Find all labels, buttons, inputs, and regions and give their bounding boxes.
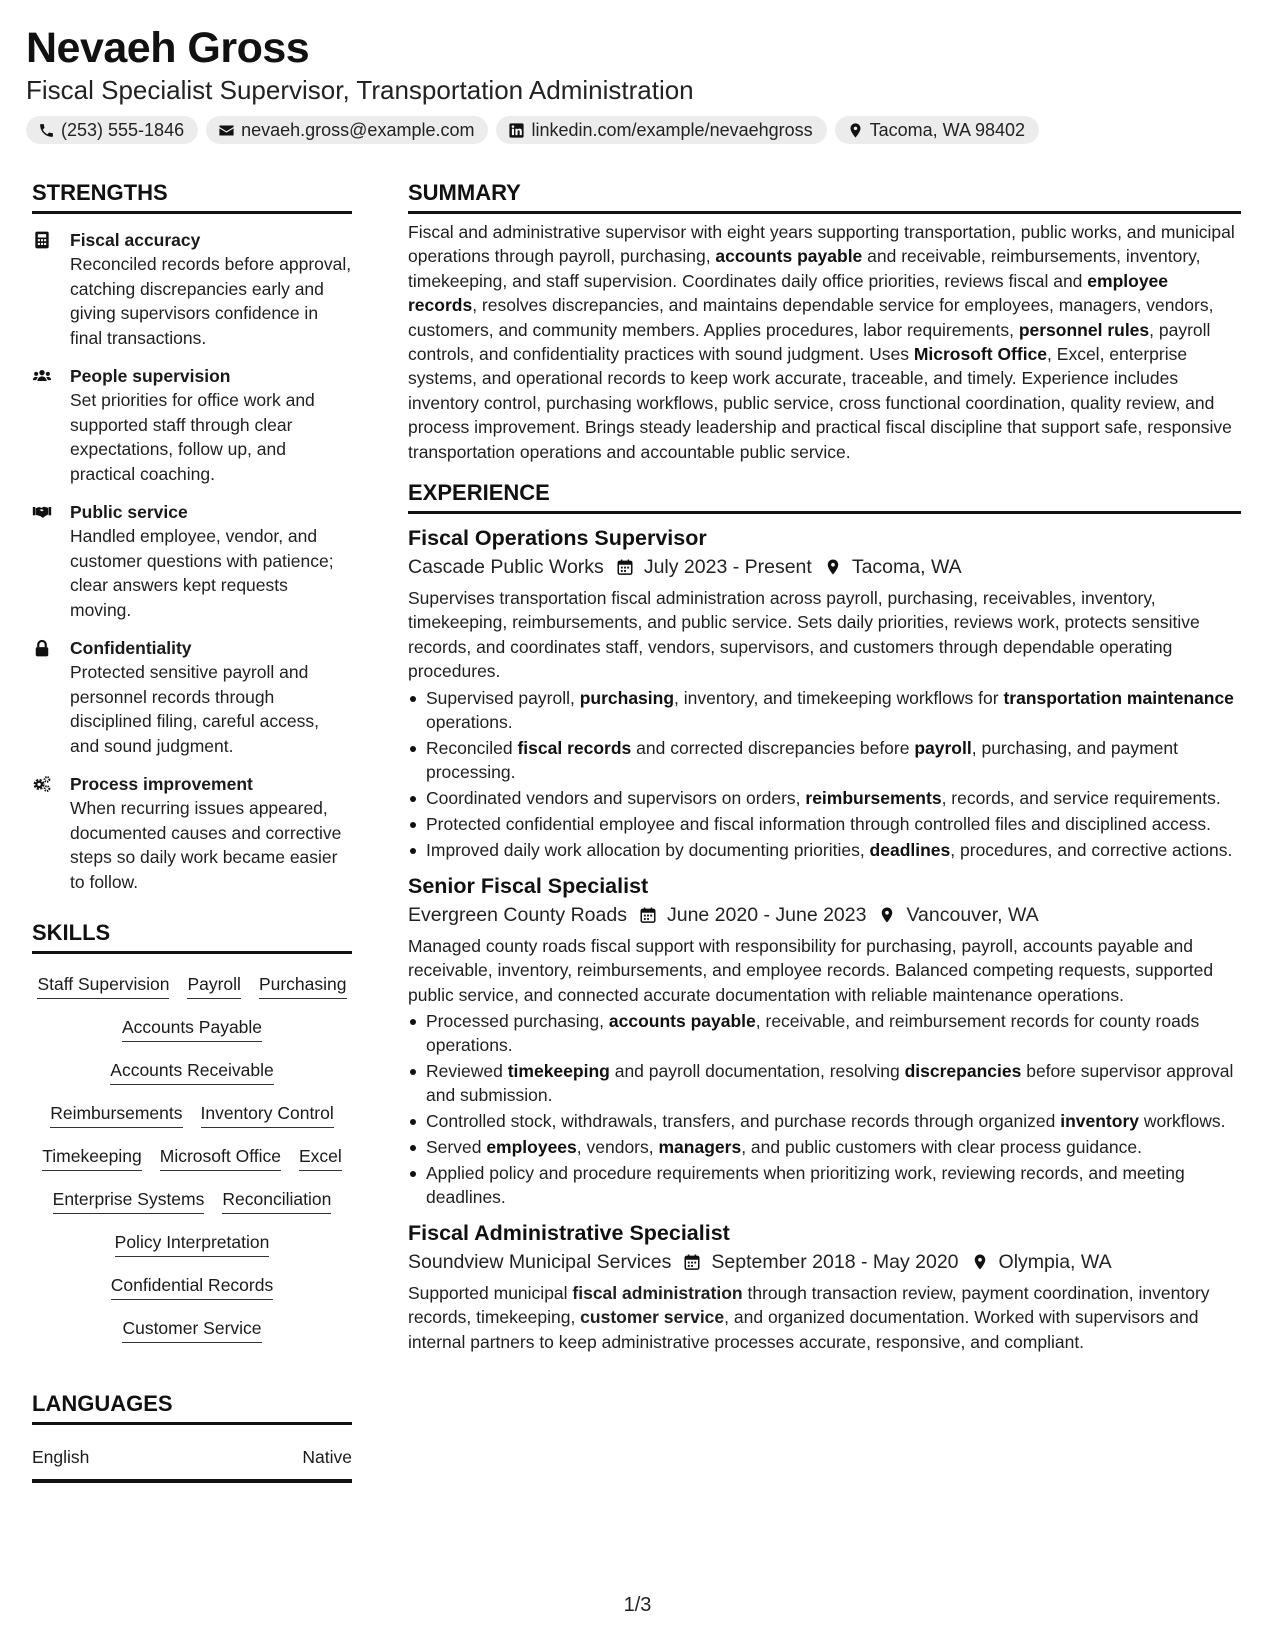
text-run: Coordinated vendors and supervisors on orders, bbox=[426, 787, 806, 808]
job-title: Fiscal Administrative Specialist bbox=[408, 1220, 730, 1245]
emphasis-text: inventory bbox=[1060, 1110, 1139, 1131]
job-dates: June 2020 - June 2023 bbox=[666, 903, 867, 926]
strength-item bbox=[32, 364, 352, 486]
text-run: Served bbox=[426, 1136, 487, 1157]
calendar-icon bbox=[683, 1253, 701, 1271]
job-company: Cascade Public Works bbox=[408, 556, 604, 579]
strength-item bbox=[32, 636, 352, 758]
languages-heading: LANGUAGES bbox=[32, 1391, 352, 1425]
job-entry bbox=[408, 872, 1241, 1209]
text-run: Supervised payroll, bbox=[426, 687, 580, 708]
resume-header bbox=[26, 22, 1251, 144]
strength-title: Public service bbox=[70, 502, 188, 522]
emphasis-text: employees bbox=[486, 1136, 577, 1157]
candidate-title: Fiscal Specialist Supervisor, Transportation Administration bbox=[26, 75, 694, 105]
text-run: , receivable, and reimbursement records for county roads operations. bbox=[426, 1010, 1200, 1055]
contact-email[interactable] bbox=[206, 116, 488, 144]
strength-desc: Reconciled records before approval, catching discrepancies early and giving supervisors confidence in final transactions. bbox=[70, 254, 352, 348]
contact-location bbox=[835, 116, 1039, 144]
text-run: Improved daily work allocation by documenting priorities, bbox=[426, 839, 870, 860]
calculator-icon bbox=[32, 230, 52, 250]
skill-tag: Purchasing bbox=[259, 972, 347, 999]
contact-phone[interactable] bbox=[26, 116, 198, 144]
emphasis-text: payroll bbox=[914, 737, 972, 758]
language-row bbox=[32, 1445, 352, 1483]
emphasis-text: fiscal records bbox=[517, 737, 632, 758]
emphasis-text: customer service bbox=[580, 1307, 725, 1328]
text-run: , vendors, bbox=[576, 1136, 659, 1157]
text-run: through transaction review, payment coordination, inventory records, timekeeping, bbox=[408, 1282, 1210, 1328]
skill-tag: Policy Interpretation bbox=[115, 1230, 270, 1257]
strength-desc: Protected sensitive payroll and personnel records through disciplined filing, careful access, and sound judgment. bbox=[70, 662, 320, 756]
skill-tag: Accounts Receivable bbox=[110, 1058, 273, 1085]
job-description: Managed county roads fiscal support with responsibility for purchasing, payroll, accounts payable and receivable, inventory, reimbursements, and employee records. Balanced competing requests, supported public service, and connected accurate documentation with reliable maintenance operations. bbox=[408, 935, 1214, 1005]
job-bullet bbox=[408, 1161, 1241, 1209]
language-name: English bbox=[32, 1447, 90, 1467]
text-run: operations. bbox=[426, 711, 513, 732]
location-pin-icon bbox=[824, 558, 842, 576]
text-run: , and organized documentation. Worked with supervisors and internal partners to keep administrative processes accurate, responsive, and compliant. bbox=[408, 1307, 1199, 1352]
location-pin-icon bbox=[847, 122, 864, 139]
languages-section bbox=[32, 1391, 352, 1483]
linkedin-icon bbox=[508, 122, 525, 139]
strength-item bbox=[32, 772, 352, 894]
skill-tag: Inventory Control bbox=[201, 1101, 334, 1128]
text-run: Reconciled bbox=[426, 737, 518, 758]
lock-icon bbox=[32, 638, 52, 658]
calendar-icon bbox=[616, 558, 634, 576]
job-description: Supervises transportation fiscal administration across payroll, purchasing, receivables, inventory, timekeeping, reimbursements, and public service. Sets daily priorities, reviews work, protects sensitive records, and coordinates staff, vendors, supervisors, and customers through dependable operating procedures. bbox=[408, 588, 1200, 682]
skill-tag: Customer Service bbox=[122, 1316, 261, 1343]
emphasis-text: accounts payable bbox=[715, 246, 863, 267]
job-entry bbox=[408, 524, 1241, 862]
experience-section bbox=[408, 480, 1241, 1354]
job-location: Vancouver, WA bbox=[906, 903, 1039, 926]
job-location: Tacoma, WA bbox=[851, 556, 962, 579]
skill-tag: Reimbursements bbox=[50, 1101, 182, 1128]
job-bullet bbox=[408, 1009, 1241, 1057]
contact-phone-text: (253) 555-1846 bbox=[61, 119, 185, 140]
text-run: before supervisor approval and submission. bbox=[426, 1060, 1234, 1105]
left-column bbox=[32, 180, 352, 1483]
job-dates: September 2018 - May 2020 bbox=[711, 1250, 959, 1273]
emphasis-text: purchasing bbox=[579, 687, 675, 708]
strength-desc: Handled employee, vendor, and customer questions with patience; clear answers kept requests moving. bbox=[70, 526, 334, 620]
emphasis-text: fiscal administration bbox=[572, 1282, 743, 1303]
job-entry bbox=[408, 1219, 1241, 1354]
text-run: and payroll documentation, resolving bbox=[609, 1060, 905, 1081]
text-run: workflows. bbox=[1139, 1110, 1226, 1131]
emphasis-text: timekeeping bbox=[507, 1060, 610, 1081]
text-run: , resolves discrepancies, and maintains dependable service for employees, managers, vendors, customers, and community members. Applies procedures, labor requirements, bbox=[408, 295, 1214, 340]
emphasis-text: Microsoft Office bbox=[913, 344, 1048, 365]
skill-tag: Payroll bbox=[187, 972, 241, 999]
skill-tag: Microsoft Office bbox=[160, 1144, 281, 1171]
skill-tag: Reconciliation bbox=[222, 1187, 331, 1214]
text-run: , procedures, and corrective actions. bbox=[950, 839, 1233, 860]
gears-icon bbox=[32, 774, 52, 794]
job-list bbox=[408, 524, 1241, 1354]
job-bullet bbox=[408, 838, 1241, 862]
phone-icon bbox=[38, 122, 55, 139]
strengths-heading: STRENGTHS bbox=[32, 180, 352, 214]
contact-location-text: Tacoma, WA 98402 bbox=[869, 119, 1026, 140]
skill-tag: Accounts Payable bbox=[122, 1015, 262, 1042]
strength-desc: Set priorities for office work and supported staff through clear expectations, follow up, and practical coaching. bbox=[70, 390, 315, 484]
text-run: Protected confidential employee and fiscal information through controlled files and disciplined access. bbox=[426, 813, 1212, 834]
job-bullet bbox=[408, 786, 1241, 810]
job-location: Olympia, WA bbox=[998, 1250, 1112, 1273]
experience-heading: EXPERIENCE bbox=[408, 480, 1241, 514]
job-bullets bbox=[408, 1009, 1241, 1209]
text-run: Reviewed bbox=[426, 1060, 508, 1081]
text-run: Fiscal and administrative supervisor with eight years supporting transportation, public works, and municipal operations through payroll, purchasing, bbox=[408, 222, 1235, 267]
location-pin-icon bbox=[971, 1253, 989, 1271]
emphasis-text: discrepancies bbox=[904, 1060, 1022, 1081]
skill-tag: Timekeeping bbox=[42, 1144, 142, 1171]
skill-tag: Excel bbox=[299, 1144, 342, 1171]
job-title: Senior Fiscal Specialist bbox=[408, 873, 649, 898]
right-column bbox=[408, 180, 1241, 1354]
calendar-icon bbox=[639, 906, 657, 924]
emphasis-text: deadlines bbox=[869, 839, 951, 860]
job-meta bbox=[408, 552, 1241, 582]
job-bullet bbox=[408, 1109, 1241, 1133]
summary-heading: SUMMARY bbox=[408, 180, 1241, 214]
job-bullet bbox=[408, 1059, 1241, 1107]
contact-bar bbox=[26, 116, 1251, 144]
job-title: Fiscal Operations Supervisor bbox=[408, 526, 707, 551]
job-bullet bbox=[408, 1135, 1241, 1159]
emphasis-text: employee records bbox=[408, 270, 1169, 316]
candidate-name: Nevaeh Gross bbox=[26, 24, 310, 72]
envelope-icon bbox=[218, 122, 235, 139]
location-pin-icon bbox=[878, 906, 896, 924]
contact-email-text: nevaeh.gross@example.com bbox=[241, 119, 475, 140]
people-group-icon bbox=[32, 366, 52, 386]
contact-linkedin-text: linkedin.com/example/nevaehgross bbox=[531, 119, 813, 140]
text-run: Controlled stock, withdrawals, transfers, and purchase records through organized bbox=[426, 1110, 1061, 1131]
emphasis-text: accounts payable bbox=[608, 1010, 756, 1031]
job-company: Evergreen County Roads bbox=[408, 903, 627, 926]
text-run: , payroll controls, and confidentiality practices with sound judgment. Uses bbox=[408, 319, 1211, 365]
skills-list bbox=[32, 972, 352, 1343]
job-description bbox=[408, 1281, 1241, 1354]
job-meta bbox=[408, 900, 1241, 930]
job-dates: July 2023 - Present bbox=[643, 556, 812, 579]
text-run: Processed purchasing, bbox=[426, 1010, 609, 1031]
text-run: , and public customers with clear process guidance. bbox=[741, 1136, 1142, 1157]
skill-tag: Confidential Records bbox=[111, 1273, 273, 1300]
text-run: Supported municipal bbox=[408, 1282, 573, 1303]
emphasis-text: personnel rules bbox=[1018, 319, 1150, 340]
strength-title: Confidentiality bbox=[70, 638, 192, 658]
text-run: , purchasing, and payment processing. bbox=[426, 737, 1178, 782]
strength-desc: When recurring issues appeared, documented causes and corrective steps so daily work became easier to follow. bbox=[70, 798, 342, 892]
strength-item bbox=[32, 500, 352, 622]
emphasis-text: transportation maintenance bbox=[1003, 687, 1234, 708]
emphasis-text: managers bbox=[658, 1136, 742, 1157]
text-run: Applied policy and procedure requirements when prioritizing work, reviewing records, and meeting deadlines. bbox=[426, 1162, 1185, 1207]
contact-linkedin[interactable] bbox=[496, 116, 826, 144]
text-run: , inventory, and timekeeping workflows for bbox=[674, 687, 1004, 708]
job-bullets bbox=[408, 686, 1241, 862]
strength-title: Process improvement bbox=[70, 774, 253, 794]
job-meta bbox=[408, 1247, 1241, 1277]
skill-tag: Enterprise Systems bbox=[53, 1187, 205, 1214]
summary-text bbox=[408, 220, 1241, 464]
strength-title: People supervision bbox=[70, 366, 231, 386]
strength-title: Fiscal accuracy bbox=[70, 230, 201, 250]
emphasis-text: reimbursements bbox=[805, 787, 942, 808]
skill-tag: Staff Supervision bbox=[37, 972, 169, 999]
job-company: Soundview Municipal Services bbox=[408, 1250, 672, 1273]
text-run: and corrected discrepancies before bbox=[631, 737, 915, 758]
strength-item bbox=[32, 228, 352, 350]
job-bullet bbox=[408, 736, 1241, 784]
language-level: Native bbox=[302, 1447, 352, 1467]
text-run: and receivable, reimbursements, inventory, timekeeping, and staff supervision. Coordinates daily office priorities, reviews fiscal and bbox=[408, 246, 1201, 291]
handshake-icon bbox=[32, 502, 52, 522]
page-number: 1/3 bbox=[623, 1594, 652, 1616]
skills-heading: SKILLS bbox=[32, 920, 352, 954]
text-run: , records, and service requirements. bbox=[941, 787, 1221, 808]
job-bullet bbox=[408, 686, 1241, 734]
text-run: , Excel, enterprise systems, and operational records to keep work accurate, traceable, and timely. Experience includes inventory control, purchasing workflows, public service, cross functional coordination, quality review, and process improvement. Brings steady leadership and practical fiscal discipline that support safe, responsive transportation operations and accountable public service. bbox=[408, 344, 1232, 462]
job-bullet bbox=[408, 812, 1241, 836]
